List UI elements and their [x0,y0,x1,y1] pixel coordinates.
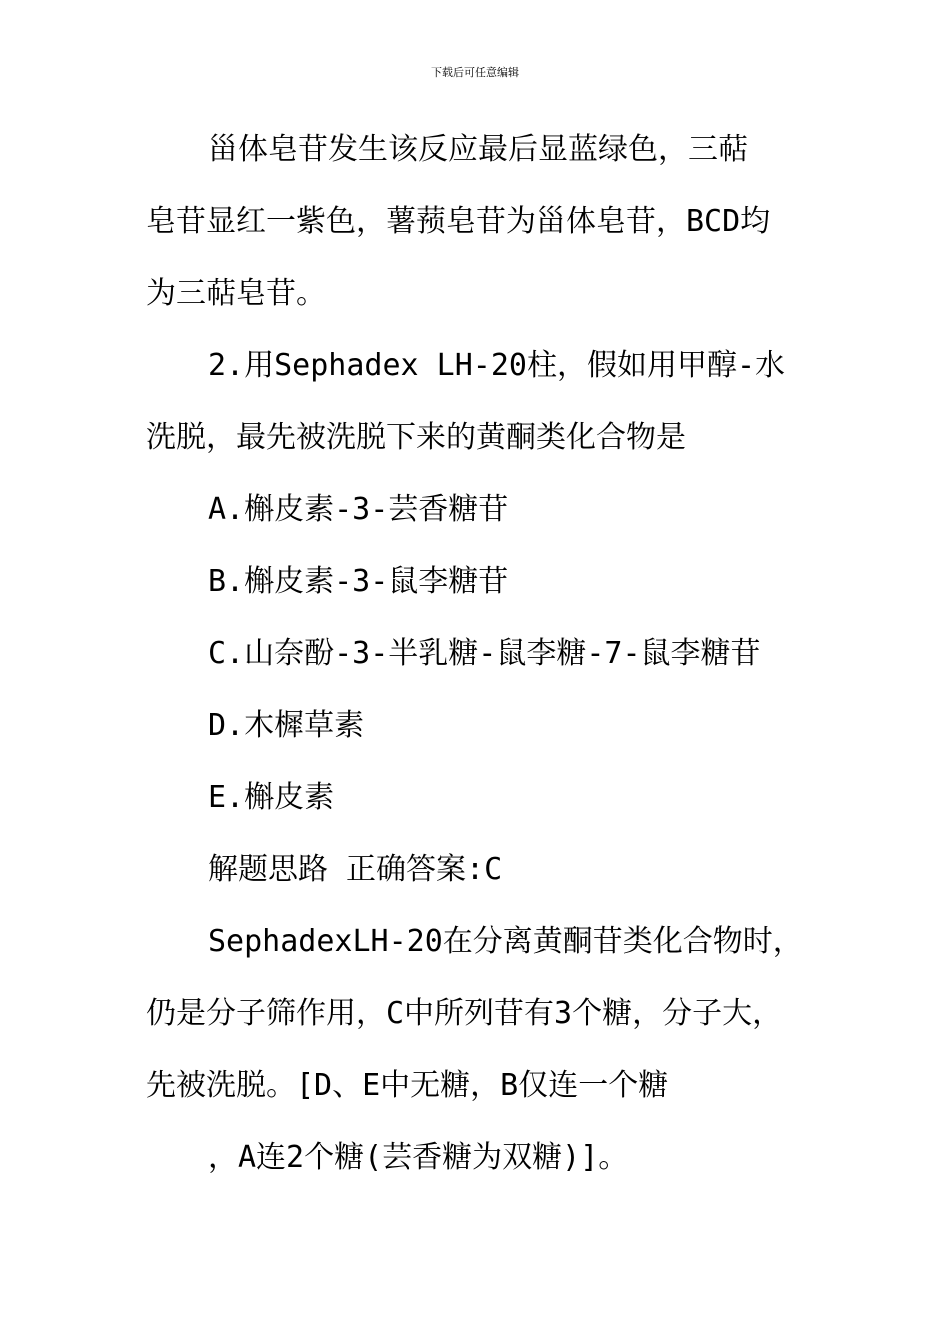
option-e: E.槲皮素 [208,780,335,815]
option-b: B.槲皮素-3-鼠李糖苷 [208,564,509,599]
option-c: C.山奈酚-3-半乳糖-鼠李糖-7-鼠李糖苷 [208,636,761,671]
explanation-line: 仍是分子筛作用，C中所列苷有3个糖，分子大， [146,996,783,1031]
paragraph-line: 为三萜皂苷。 [146,276,326,311]
page-header: 下载后可任意编辑 [431,66,519,79]
question-line: 2.用Sephadex LH-20柱，假如用甲醇-水 [208,348,786,383]
explanation-line: 先被洗脱。[D、E中无糖，B仅连一个糖 [146,1068,669,1103]
explanation-line: SephadexLH-20在分离黄酮苷类化合物时， [208,924,803,959]
explanation-line: ，A连2个糖(芸香糖为双糖)]。 [208,1140,629,1175]
question-line: 洗脱，最先被洗脱下来的黄酮类化合物是 [146,420,686,455]
paragraph-line: 甾体皂苷发生该反应最后显蓝绿色，三萜 [208,132,748,167]
option-a: A.槲皮素-3-芸香糖苷 [208,492,509,527]
option-d: D.木樨草素 [208,708,365,743]
paragraph-line: 皂苷显红一紫色，薯蓣皂苷为甾体皂苷，BCD均 [146,204,771,239]
answer-line: 解题思路 正确答案:C [208,852,503,887]
